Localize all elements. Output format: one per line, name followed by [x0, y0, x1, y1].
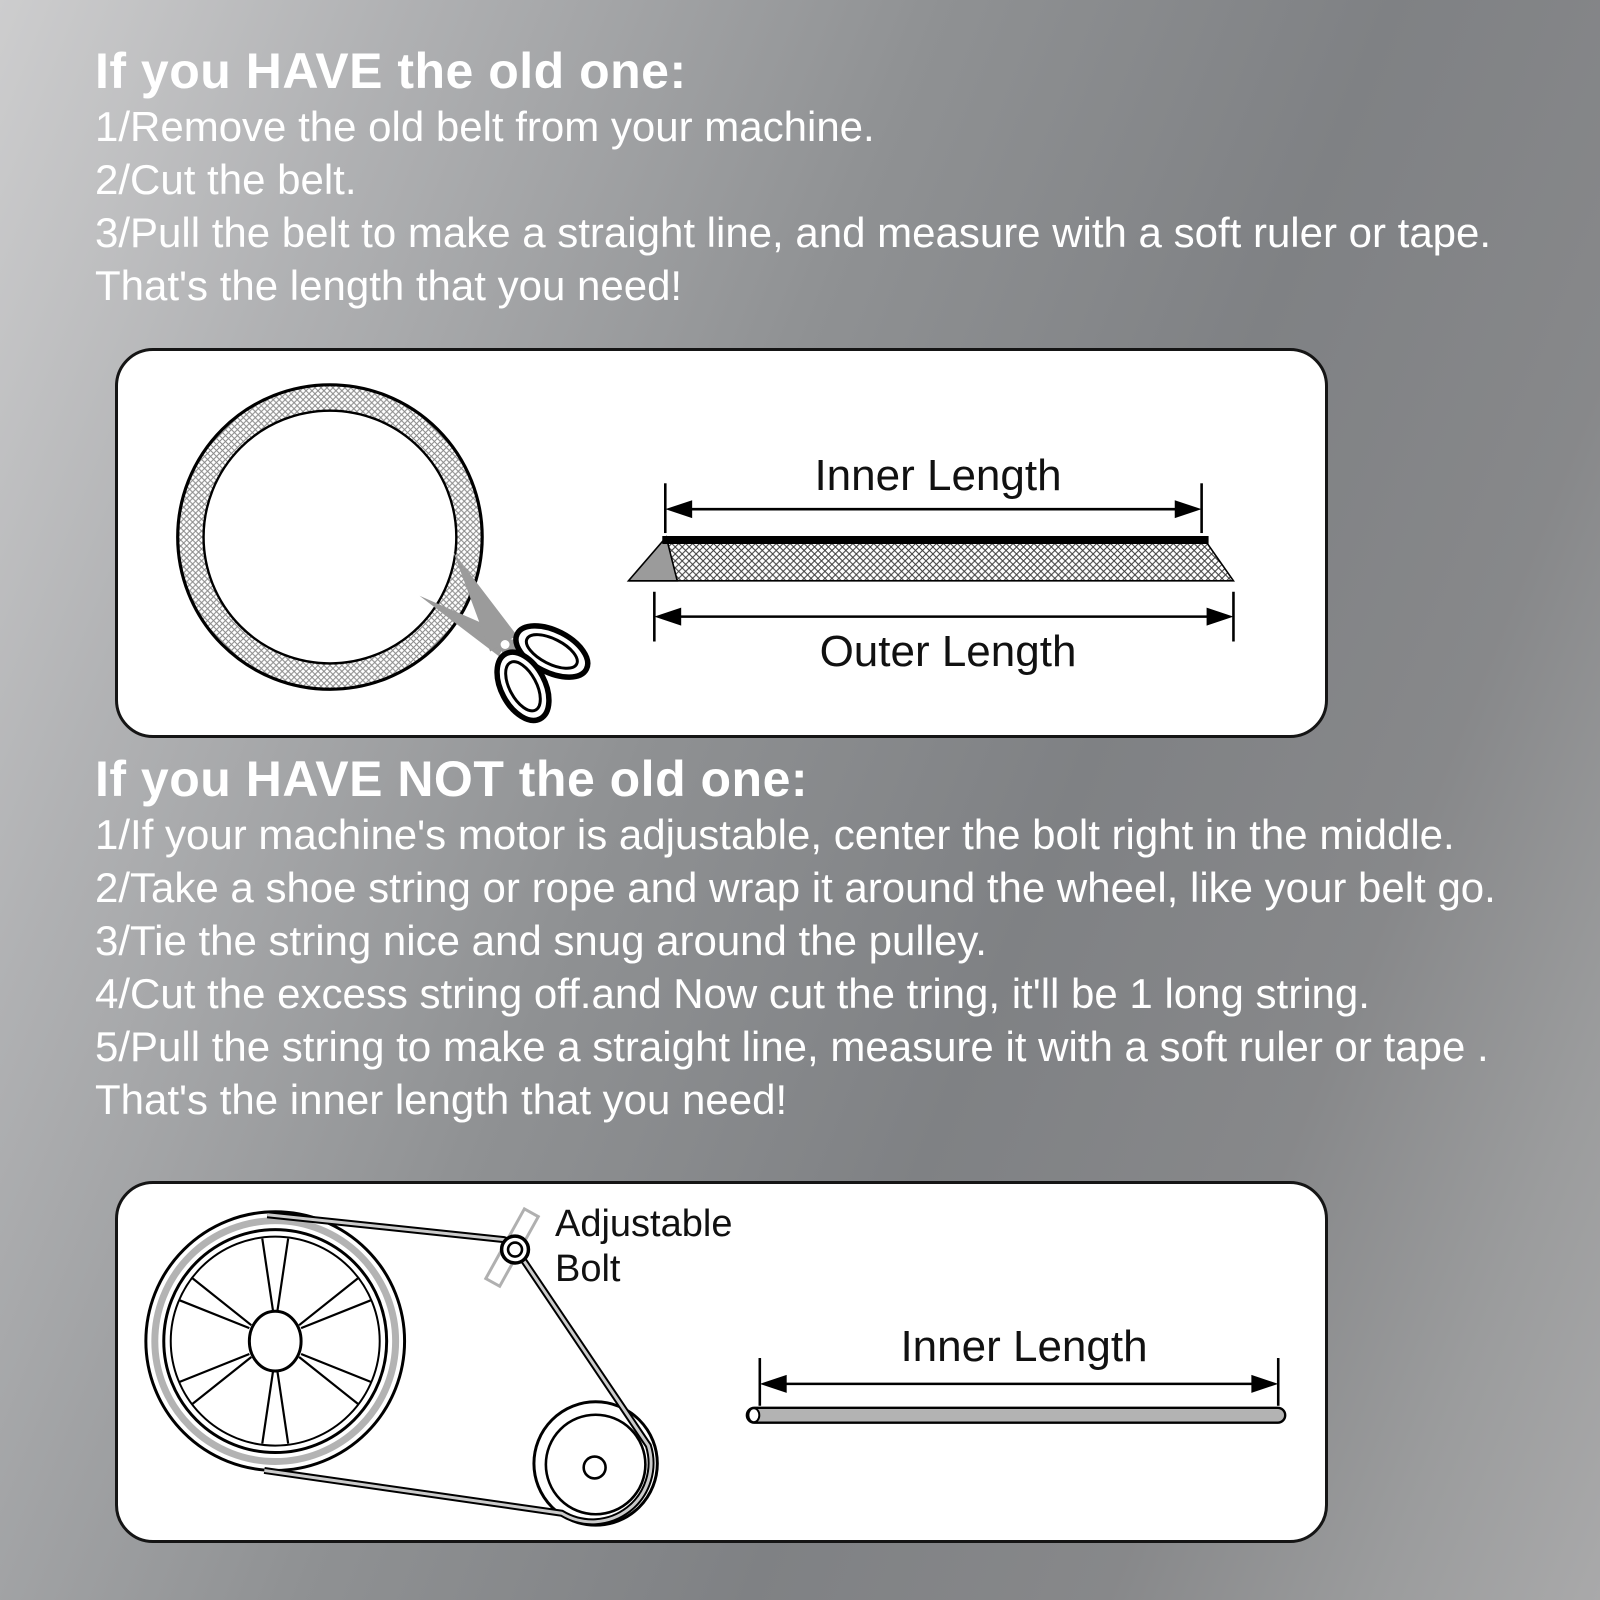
adjustable-bolt-label-line1: Adjustable [555, 1203, 733, 1245]
section-title-have-not: If you HAVE NOT the old one: [95, 751, 809, 807]
step-line: 2/Take a shoe string or rope and wrap it around the wheel, like your belt go. [95, 864, 1496, 911]
straightened-string-illustration [747, 1408, 1285, 1423]
step-line: 5/Pull the string to make a straight line, measure it with a soft ruler or tape . [95, 1023, 1489, 1070]
string-measure-panel [115, 1181, 1328, 1543]
pulley-illustration [546, 1415, 646, 1515]
belt-loop-illustration [178, 385, 482, 689]
step-line: 3/Pull the belt to make a straight line, and measure with a soft ruler or tape. [95, 209, 1492, 256]
belt-measure-illustration [118, 351, 1325, 735]
adjustable-bolt-label-line2: Bolt [555, 1248, 621, 1290]
wheel-hub [249, 1311, 301, 1371]
scissors-icon [420, 552, 596, 729]
step-line: That's the length that you need! [95, 262, 683, 309]
adjustable-bolt-icon [502, 1236, 529, 1263]
flywheel-illustration [146, 1212, 405, 1471]
inner-length-label: Inner Length [814, 451, 1062, 500]
step-line: That's the inner length that you need! [95, 1076, 788, 1123]
instructions-have-not-old [95, 750, 1496, 1126]
section-title-have: If you HAVE the old one: [95, 43, 687, 99]
string-end-cap [748, 1408, 759, 1422]
pulley-hole [584, 1457, 606, 1479]
step-line: 2/Cut the belt. [95, 156, 357, 203]
cut-belt-illustration [628, 537, 1233, 581]
belt-measure-panel [115, 348, 1328, 738]
step-line: 1/Remove the old belt from your machine. [95, 103, 875, 150]
step-line: 1/If your machine's motor is adjustable, center the bolt right in the middle. [95, 811, 1455, 858]
instructions-have-old [95, 42, 1491, 312]
step-line: 3/Tie the string nice and snug around the pulley. [95, 917, 987, 964]
outer-length-label: Outer Length [819, 627, 1077, 676]
step-line: 4/Cut the excess string off.and Now cut the tring, it'll be 1 long string. [95, 970, 1370, 1017]
inner-length-label: Inner Length [900, 1322, 1148, 1371]
